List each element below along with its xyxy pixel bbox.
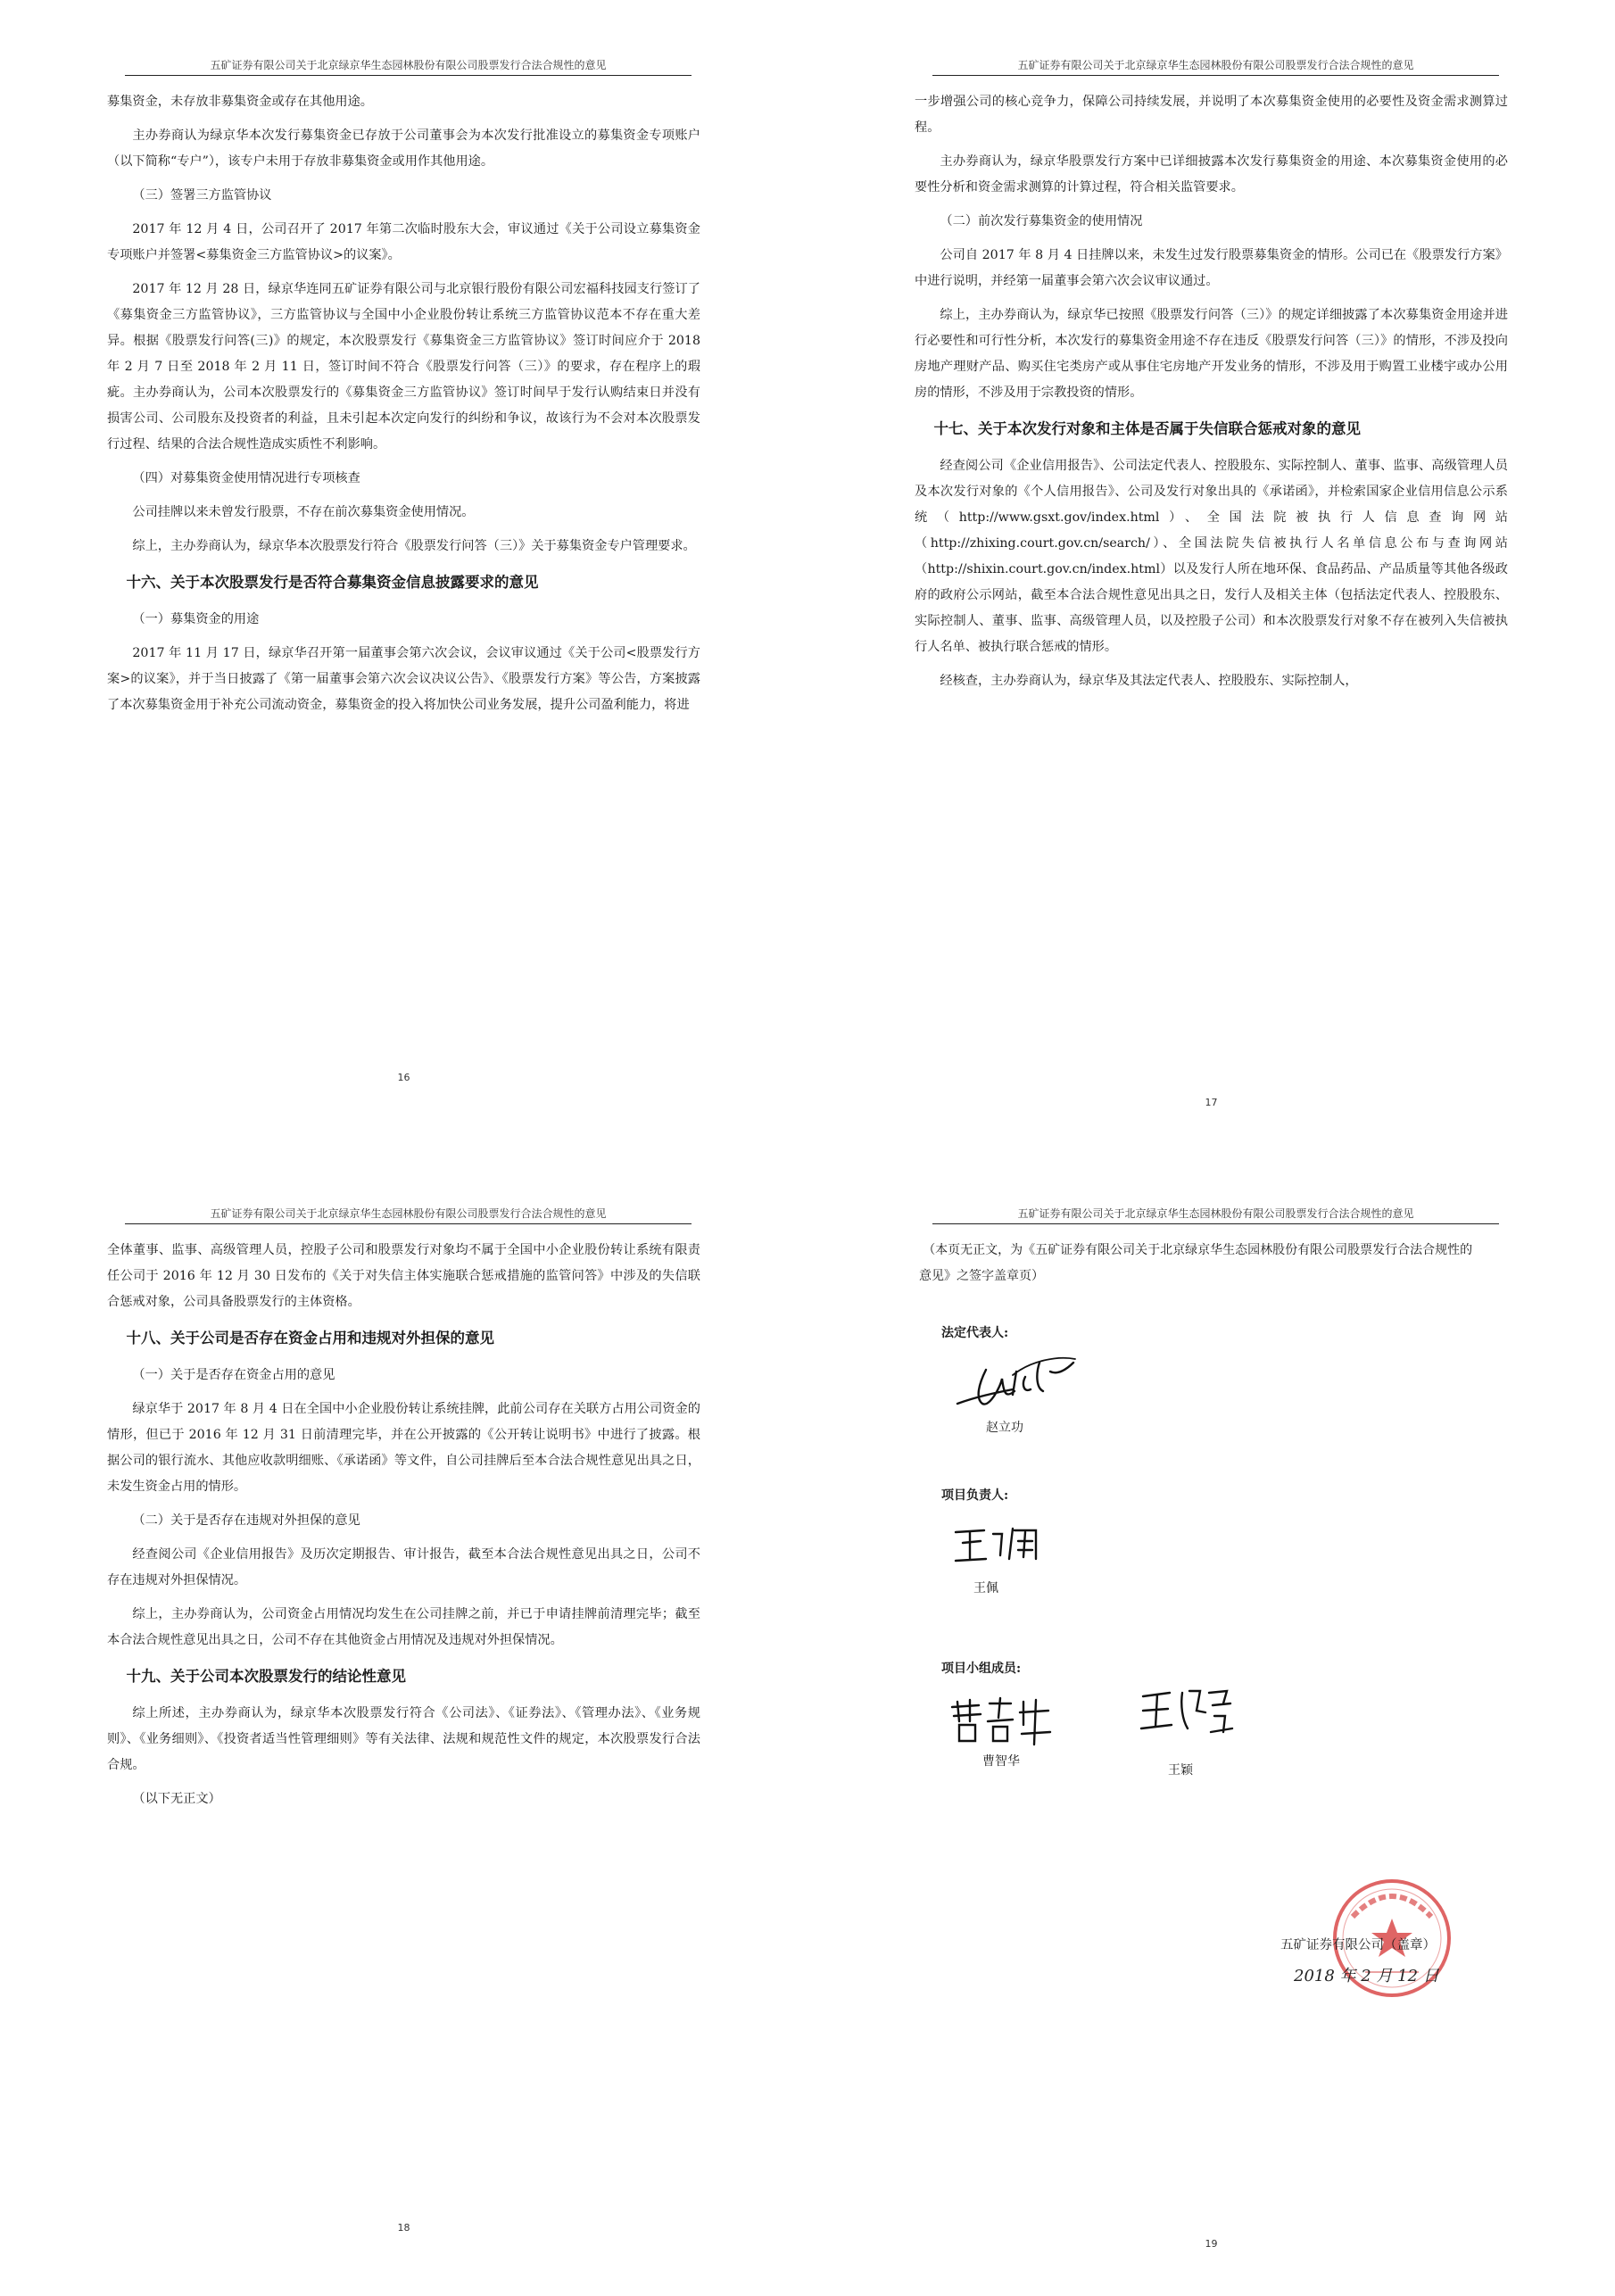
- section-heading: 十七、关于本次发行对象和主体是否属于失信联合惩戒对象的意见: [933, 420, 1361, 437]
- signing-date: 2018 年 2 月 12 日: [1294, 1967, 1439, 1985]
- page-16: [0, 0, 808, 1148]
- paragraph: 一步增强公司的核心竞争力，保障公司持续发展，并说明了本次募集资金使用的必要性及资金需求测算过程。: [915, 95, 1508, 135]
- page-content: [107, 89, 700, 726]
- section-heading: 十八、关于公司是否存在资金占用和违规对外担保的意见: [126, 1330, 494, 1347]
- project-manager-label: 项目负责人:: [941, 1488, 1009, 1503]
- subsection-heading: （二）关于是否存在违规对外担保的意见: [132, 1513, 360, 1528]
- paragraph: 综上，主办券商认为，绿京华已按照《股票发行问答（三）》的规定详细披露了本次募集资金用途并进行必要性和可行性分析，本次发行的募集资金用途不存在违反《股票发行问答（三）》的情形，不涉及投向房地产理财产品、购买住宅类房产或从事住宅房地产开发业务的情形，不涉及用于购置工业楼宇或办公用房的情形，不涉及用于宗教投资的情形。: [915, 308, 1508, 400]
- paragraph: 主办券商认为绿京华本次发行募集资金已存放于公司董事会为本次发行批准设立的募集资金专项账户（以下简称“专户”），该专户未用于存放非募集资金或用作其他用途。: [107, 128, 700, 169]
- end-of-text-note: （以下无正文）: [132, 1792, 221, 1806]
- page-17: [808, 0, 1615, 1148]
- subsection-heading: （四）对募集资金使用情况进行专项核查: [132, 471, 360, 485]
- page-18: [0, 1148, 808, 2296]
- page-number: 18: [397, 2222, 410, 2234]
- paragraph: 经查阅公司《企业信用报告》及历次定期报告、审计报告，截至本合法合规性意见出具之日，公司不存在违规对外担保情况。: [107, 1547, 700, 1587]
- page-header: 五矿证券有限公司关于北京绿京华生态园林股份有限公司股票发行合法合规性的意见: [125, 1206, 692, 1224]
- section-heading: 十九、关于公司本次股票发行的结论性意见: [126, 1668, 406, 1685]
- paragraph: 绿京华于 2017 年 8 月 4 日在全国中小企业股份转让系统挂牌，此前公司存在关联方占用公司资金的情形，但已于 2016 年 12 月 31 日前清理完毕，并在公开披露的《公开转让说明书》中进行了披露。根据公司的银行流水、其他应收款明细账、《承诺函》等文件，自公司挂牌后至本合法合规性意见出具之日，未发生资金占用的情形。: [107, 1402, 700, 1494]
- paragraph: 主办券商认为，绿京华股票发行方案中已详细披露本次发行募集资金的用途、本次募集资金使用的必要性分析和资金需求测算的计算过程，符合相关监管要求。: [915, 154, 1508, 195]
- page-content: [915, 89, 1508, 702]
- legal-representative-signature: [950, 1352, 1084, 1414]
- page-19: [808, 1148, 1615, 2296]
- paragraph: 经查阅公司《企业信用报告》、公司法定代表人、控股股东、实际控制人、董事、监事、高级管理人员及本次发行对象的《个人信用报告》、公司及发行对象出具的《承诺函》，并检索国家企业信用信息公示系统（http://www.gsxt.gov/index.html）、全国法院被执行人信息查询网站（http://zhixing.court.gov.cn/search/）、全国法院失信被执行人名单信息公布与查询网站（http://shixin.court.gov.cn/index.html）以及发行人所在地环保、食品药品、产品质量等其他各级政府的政府公示网站，截至本合法合规性意见出具之日，发行人及相关主体（包括法定代表人、控股股东、实际控制人、董事、监事、高级管理人员，以及控股子公司）和本次股票发行对象不存在被列入失信被执行人名单、被执行联合惩戒的情形。: [915, 459, 1508, 654]
- project-manager-name: 王佩: [973, 1581, 998, 1596]
- page-number: 16: [397, 1072, 410, 1083]
- page-number: 19: [1205, 2238, 1218, 2250]
- paragraph: 公司挂牌以来未曾发行股票，不存在前次募集资金使用情况。: [132, 505, 475, 519]
- page-header: 五矿证券有限公司关于北京绿京华生态园林股份有限公司股票发行合法合规性的意见: [932, 1206, 1499, 1224]
- paragraph: 综上，主办券商认为，绿京华本次股票发行符合《股票发行问答（三）》关于募集资金专户管理要求。: [132, 539, 696, 553]
- subsection-heading: （二）前次发行募集资金的使用情况: [940, 214, 1143, 228]
- page-header: 五矿证券有限公司关于北京绿京华生态园林股份有限公司股票发行合法合规性的意见: [932, 57, 1499, 76]
- subsection-heading: （三）签署三方监管协议: [132, 188, 272, 203]
- signature-page-note: （本页无正文，为《五矿证券有限公司关于北京绿京华生态园林股份有限公司股票发行合法合规性的意见》之签字盖章页）: [919, 1243, 1473, 1283]
- page-header: 五矿证券有限公司关于北京绿京华生态园林股份有限公司股票发行合法合规性的意见: [125, 57, 692, 76]
- legal-representative-label: 法定代表人:: [941, 1326, 1009, 1340]
- team-member2-name: 王颖: [1168, 1763, 1193, 1778]
- page-content: [919, 1238, 1481, 1289]
- project-manager-signature: [950, 1523, 1048, 1568]
- paragraph: 2017 年 12 月 28 日，绿京华连同五矿证券有限公司与北京银行股份有限公司宏福科技园支行签订了《募集资金三方监管协议》，三方监管协议与全国中小企业股份转让系统三方监管协议范本不存在重大差异。根据《股票发行问答(三)》的规定，本次股票发行《募集资金三方监管协议》签订时间应介于 2018 年 2 月 7 日至 2018 年 2 月 11 日，签订时间不符合《股票发行问答（三）》的要求，存在程序上的瑕疵。主办券商认为，公司本次股票发行的《募集资金三方监管协议》签订时间早于发行认购结束日并没有损害公司、公司股东及投资者的利益，且未引起本次定向发行的纠纷和争议，故该行为不会对本次股票发行过程、结果的合法合规性造成实质性不利影响。: [107, 282, 700, 452]
- page-content: [107, 1238, 700, 1820]
- page-number: 17: [1205, 1097, 1218, 1108]
- paragraph: 全体董事、监事、高级管理人员，控股子公司和股票发行对象均不属于全国中小企业股份转让系统有限责任公司于 2016 年 12 月 30 日发布的《关于对失信主体实施联合惩戒措施的监管问答》中涉及的失信联合惩戒对象，公司具备股票发行的主体资格。: [107, 1243, 700, 1309]
- paragraph: 募集资金，未存放非募集资金或存在其他用途。: [107, 95, 373, 109]
- team-member1-signature: [948, 1695, 1056, 1748]
- legal-representative-name: 赵立功: [986, 1421, 1023, 1435]
- section-heading: 十六、关于本次股票发行是否符合募集资金信息披露要求的意见: [126, 574, 539, 591]
- paragraph: 综上所述，主办券商认为，绿京华本次股票发行符合《公司法》、《证券法》、《管理办法》、《业务规则》、《业务细则》、《投资者适当性管理细则》等有关法律、法规和规范性文件的规定，本次股票发行合法合规。: [107, 1706, 700, 1772]
- subsection-heading: （一）募集资金的用途: [132, 612, 260, 626]
- team-member2-signature: [1138, 1684, 1236, 1737]
- paragraph: 经核查，主办券商认为，绿京华及其法定代表人、控股股东、实际控制人，: [940, 674, 1358, 688]
- paragraph: 2017 年 11 月 17 日，绿京华召开第一届董事会第六次会议，会议审议通过《关于公司<股票发行方案>的议案》，并于当日披露了《第一届董事会第六次会议决议公告》、《股票发行方案》等公告，方案披露了本次募集资金用于补充公司流动资金，募集资金的投入将加快公司业务发展，提升公司盈利能力，将进: [107, 646, 700, 712]
- team-members-label: 项目小组成员:: [941, 1662, 1022, 1676]
- paragraph: 公司自 2017 年 8 月 4 日挂牌以来，未发生过发行股票募集资金的情形。公司已在《股票发行方案》中进行说明，并经第一届董事会第六次会议审议通过。: [915, 248, 1508, 288]
- paragraph: 综上，主办券商认为，公司资金占用情况均发生在公司挂牌之前，并已于申请挂牌前清理完毕；截至本合法合规性意见出具之日，公司不存在其他资金占用情况及违规对外担保情况。: [107, 1607, 700, 1647]
- paragraph: 2017 年 12 月 4 日，公司召开了 2017 年第二次临时股东大会，审议通过《关于公司设立募集资金专项账户并签署<募集资金三方监管协议>的议案》。: [107, 222, 700, 262]
- company-signature-line: 五矿证券有限公司（盖章）: [1280, 1938, 1436, 1952]
- team-member1-name: 曹智华: [982, 1754, 1020, 1769]
- subsection-heading: （一）关于是否存在资金占用的意见: [132, 1368, 335, 1382]
